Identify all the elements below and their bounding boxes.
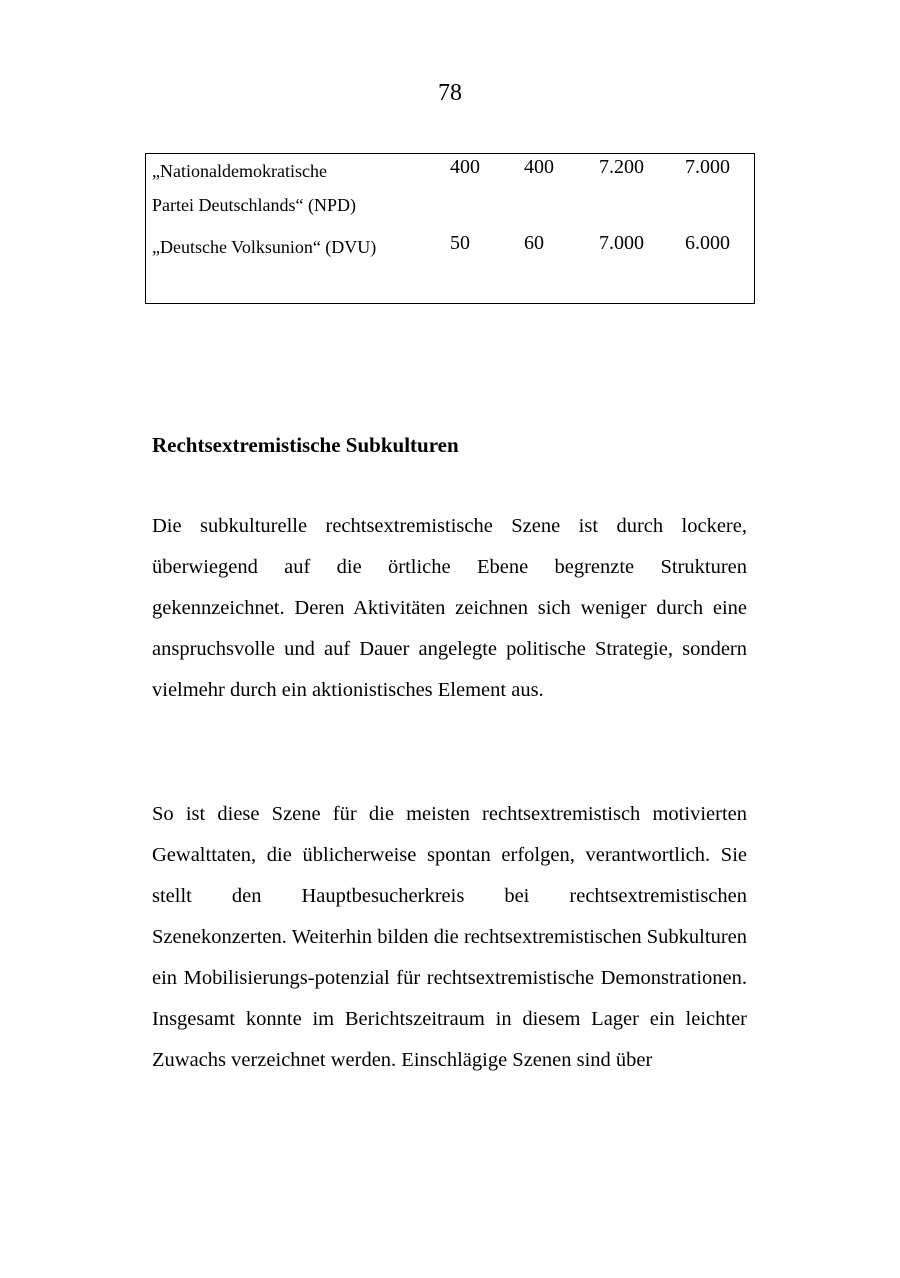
table-cell: 7.000: [599, 232, 644, 254]
party-name-line: „Deutsche Volksunion“ (DVU): [152, 237, 377, 257]
table-cell: 60: [524, 232, 544, 254]
table-cell: 7.200: [599, 156, 644, 178]
table-cell: 400: [524, 156, 554, 178]
party-name-dvu: [152, 230, 437, 264]
table-cell: 7.000: [685, 156, 730, 178]
table-cell: 6.000: [685, 232, 730, 254]
party-name-line: „Nationaldemokratische: [152, 161, 327, 181]
party-name-npd: [152, 154, 437, 222]
body-paragraph-1: Die subkulturelle rechtsextremistische Szene ist durch lockere, überwiegend auf die örtliche Ebene begrenzte Strukturen gekennzeichnet. Deren Aktivitäten zeichnen sich weniger durch eine anspruchsvolle und auf Dauer angelegte politische Strategie, sondern vielmehr durch ein aktionistisches Element aus.: [152, 515, 747, 701]
party-name-line: Partei Deutschlands“ (NPD): [152, 195, 356, 215]
body-paragraph-2: So ist diese Szene für die meisten rechtsextremistisch motivierten Gewalttaten, die üblicherweise spontan erfolgen, verantwortlich. Sie stellt den Hauptbesucherkreis bei rechtsextremistischen Szenekonzerten. Weiterhin bilden die rechtsextremistischen Subkulturen ein Mobilisierungs-potenzial für rechtsextremistische Demonstrationen. Insgesamt konnte im Berichtszeitraum in diesem Lager ein leichter Zuwachs verzeichnet werden. Einschlägige Szenen sind über: [152, 803, 747, 1071]
table-cell: 400: [450, 156, 480, 178]
membership-table: [145, 153, 755, 304]
page-number: 78: [438, 80, 462, 106]
section-heading: Rechtsextremistische Subkulturen: [152, 433, 459, 457]
table-cell: 50: [450, 232, 470, 254]
